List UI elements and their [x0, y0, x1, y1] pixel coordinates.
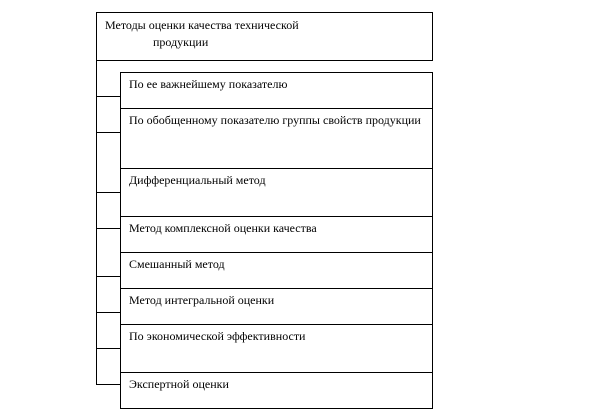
method-item [121, 109, 432, 169]
method-item [121, 373, 432, 409]
connector-stub [96, 276, 120, 277]
method-item-label: По экономической эффективности [129, 329, 306, 343]
method-item [121, 73, 432, 109]
connector-stub [96, 192, 120, 193]
connector-stub [96, 384, 120, 385]
method-item [121, 169, 432, 217]
method-item-label: Метод интегральной оценки [129, 293, 275, 307]
method-item-label: Смешанный метод [129, 257, 225, 271]
method-item-label: Экспертной оценки [129, 377, 229, 391]
method-item-label: Метод комплексной оценки качества [129, 221, 317, 235]
method-item-label: По ее важнейшему показателю [129, 77, 288, 91]
method-item [121, 289, 432, 325]
diagram-title-line-2: продукции [153, 35, 209, 49]
connector-stub [96, 132, 120, 133]
connector-stub [96, 228, 120, 229]
method-item [121, 217, 432, 253]
connector-stub [96, 312, 120, 313]
connector-stub [96, 96, 120, 97]
connector-stub [96, 348, 120, 349]
method-item [121, 253, 432, 289]
diagram-title-line-1: Методы оценки качества технической [105, 18, 299, 32]
methods-list [120, 72, 433, 409]
method-item [121, 325, 432, 373]
method-item-label: Дифференциальный метод [129, 173, 266, 187]
diagram-title-box [96, 12, 433, 61]
method-item-label: По обобщенному показателю группы свойств продукции [129, 113, 421, 127]
connector-vertical-line [96, 61, 97, 385]
